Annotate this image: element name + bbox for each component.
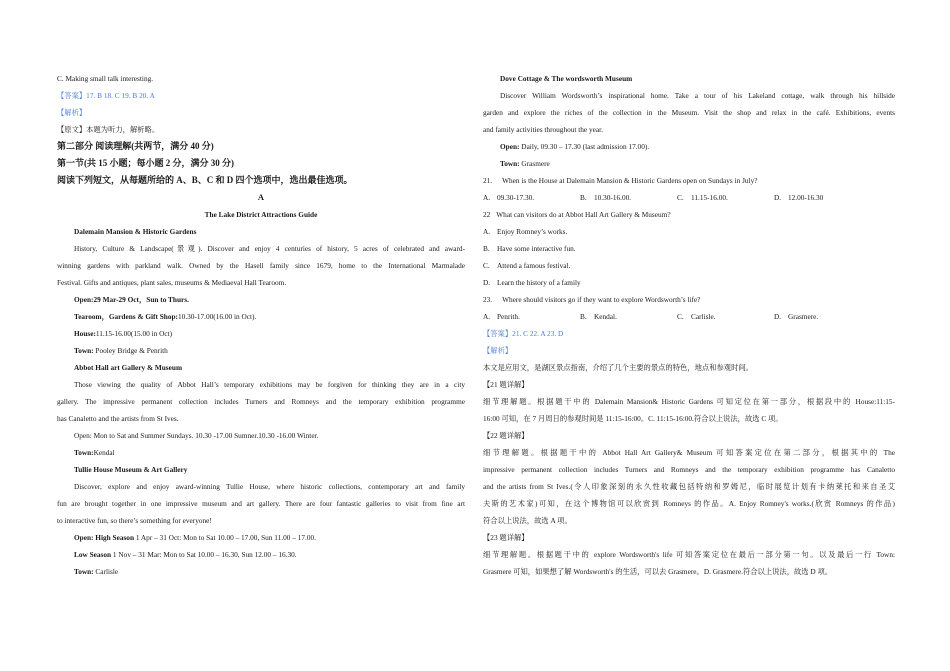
option-text: Learn the history of a family: [497, 278, 581, 287]
option-letter: B.: [580, 312, 587, 321]
option-letter: D.: [774, 312, 782, 321]
town-label: Town:: [74, 346, 94, 355]
option-text: 12.00-16.30: [788, 193, 824, 202]
explanation-line: impressive permanent collection includes Turners and Romneys and the temporary exhibition programme has Canaletto: [483, 465, 895, 474]
town-value: Pooley Bridge & Penrith: [93, 346, 168, 355]
high-season-hours: 1 Apr – 31 Oct: Mon to Sat 10.00 – 17.00, Sun 11.00 – 17.00.: [134, 533, 316, 542]
dove-town: [483, 155, 895, 172]
tullie-desc-line: fun are brought together in one impressive museum and art gallery. There are four fantastic galleries to visit from fine art: [57, 499, 465, 508]
high-season-label: Open: High Season: [74, 533, 135, 542]
instruction: 阅读下列短文，从每题所给的 A、B、C 和 D 四个选项中，选出最佳选项。: [57, 175, 353, 185]
analysis-summary: 本文是应用文，是湖区景点指南，介绍了几个主要的景点的特色，地点和参观时间。: [483, 363, 753, 372]
explanation-line: 16:00 可知，在 7 月周日的参观时间是 11:15-16:00。C. 11:15-16:00.符合以上说法，故选 C 项。: [483, 414, 783, 423]
dalemain-title: Dalemain Mansion & Historic Gardens: [74, 227, 197, 236]
dove-open: [483, 138, 895, 155]
option-letter: D.: [483, 278, 491, 287]
question-number: 23.: [483, 295, 493, 304]
option: [580, 189, 677, 206]
explanation-line: 细节理解题。根据题干中的 explore Wordsworth's life 可知答案定位在最后一部分第一句。以及最后一行 Town:: [483, 550, 895, 559]
question-22: [483, 206, 895, 223]
original-text-note: 【原文】本题为听力，解析略。: [57, 125, 160, 134]
tullie-title: Tullie House Museum & Art Gallery: [74, 465, 188, 474]
dalemain-town: [57, 342, 465, 359]
tullie-town: [57, 563, 465, 580]
tearoom-hours: 10.30-17.00(16.00 in Oct).: [178, 312, 257, 321]
tullie-desc-line: to interactive fun, so there’s something for everyone!: [57, 516, 212, 525]
dalemain-desc-line: winning gardens with parkland walk. Owned by the Hasell family since 1679, home to the International Marmalade: [57, 261, 465, 270]
option-text: Attend a famous festival.: [497, 261, 571, 270]
dove-desc-line: and family activities throughout the year.: [483, 125, 603, 134]
question-number: 22: [483, 210, 491, 219]
option-text: 11.15-16.00.: [691, 193, 728, 202]
option-text: 09.30-17.30.: [497, 193, 535, 202]
option-letter: A.: [483, 193, 491, 202]
option: [483, 257, 895, 274]
option: [483, 189, 580, 206]
answer-line: 【答案】17. B 18. C 19. B 20. A: [57, 91, 155, 100]
tullie-desc-line: Discover, explore and enjoy award-winning Tullie House, where historic collections, contemporary art and family: [74, 482, 465, 491]
option-text: Carlisle.: [691, 312, 716, 321]
option: [483, 240, 895, 257]
option: [483, 308, 580, 325]
abbot-desc-line: Those viewing the quality of Abbot Hall’s temporary exhibitions may be forgiven for thinking they are in a city: [74, 380, 465, 389]
question-21: [483, 172, 895, 189]
explanation-line: Grasmere 可知，如果想了解 Wordsworth's 的生活，可以去 Grasmere。D. Grasmere.符合以上说法，故选 D 项。: [483, 567, 833, 576]
question-text: When is the House at Dalemain Mansion & Historic Gardens open on Sundays in July?: [502, 176, 758, 185]
option-letter: C.: [677, 193, 684, 202]
explanation-line: 细节理解题。根据题干中的 Abbot Hall Art Gallery& Museum 可知答案定位在第二部分，根据其中的 The: [483, 448, 895, 457]
abbot-title: Abbot Hall art Gallery & Museum: [74, 363, 183, 372]
option-text: Enjoy Romney’s works.: [497, 227, 568, 236]
part2-title: 第二部分 阅读理解(共两节，满分 40 分): [57, 141, 214, 151]
dalemain-tearoom: [57, 308, 465, 325]
explanation-line: and the artists from St Ives.(令人印象深刻的永久性收藏包括特纳和罗姆尼，临时展览计划有卡纳莱托和来自圣艾: [483, 482, 895, 491]
option-text: Penrith.: [497, 312, 520, 321]
abbot-desc-line: gallery. The impressive permanent collection includes Turners and Romneys and the temporary exhibition programme: [57, 397, 465, 406]
open-label: Open:: [500, 142, 520, 151]
town-value: Kendal: [93, 448, 115, 457]
low-season-label: Low Season: [74, 550, 112, 559]
explanation-21-label: 【21 题详解】: [483, 380, 529, 389]
passage-title: The Lake District Attractions Guide: [204, 210, 318, 219]
question-text: What can visitors do at Abbot Hall Art Gallery & Museum?: [496, 210, 671, 219]
town-label: Town:: [500, 159, 520, 168]
tullie-high-season: [57, 529, 465, 546]
dalemain-house: [57, 325, 465, 342]
dalemain-desc-line: Festival. Gifts and antiques, plant sales, museums & Mediaeval Hall Tearoom.: [57, 278, 287, 287]
option-letter: C.: [677, 312, 684, 321]
option-letter: C.: [483, 261, 490, 270]
analysis-label: 【解析】: [483, 346, 513, 355]
option: [483, 274, 895, 291]
town-value: Grasmere: [519, 159, 550, 168]
option-letter: A.: [483, 312, 491, 321]
right-column: [483, 70, 895, 580]
section1-title: 第一节(共 15 小题；每小题 2 分，满分 30 分): [57, 158, 234, 168]
option: [483, 223, 895, 240]
left-column: [57, 70, 465, 580]
option-letter: B.: [483, 244, 490, 253]
dove-title: Dove Cottage & The wordsworth Museum: [500, 74, 633, 83]
option: [774, 189, 871, 206]
explanation-22-label: 【22 题详解】: [483, 431, 529, 440]
question-text: Where should visitors go if they want to explore Wordsworth’s life?: [502, 295, 701, 304]
option-letter: B.: [580, 193, 587, 202]
explanation-line: 符合以上说法，故选 A 项。: [483, 516, 572, 525]
town-label: Town:: [74, 567, 94, 576]
option-text: Kendal.: [594, 312, 617, 321]
option: [677, 189, 774, 206]
explanation-line: 夫斯的艺术家)可知，在这个博物馆可以欣赏到 Romneys 的作品。A. Enjoy Romney's works.(欣赏 Romneys 的作品): [483, 499, 895, 508]
dove-desc-line: garden and explore the riches of the collection in the Museum. Visit the shop and relax in the café. Exhibitions, events: [483, 108, 895, 117]
abbot-town: [57, 444, 465, 461]
town-label: Town:: [74, 448, 94, 457]
town-value: Carlisle: [93, 567, 119, 576]
open-hours: Daily, 09.30 – 17.30 (last admission 17.00).: [519, 142, 650, 151]
option-c-line: C. Making small talk interesting.: [57, 74, 154, 83]
option: [580, 308, 677, 325]
option-letter: D.: [774, 193, 782, 202]
analysis-label: 【解析】: [57, 108, 87, 117]
answer-line: 【答案】21. C 22. A 23. D: [483, 329, 564, 338]
dalemain-desc-line: History, Culture & Landscape(景观). Discover and enjoy 4 centuries of history, 5 acres of celebrated and award-: [74, 244, 465, 253]
dove-desc-line: Discover William Wordsworth’s inspirational home. Take a tour of his Lakeland cottage, walk through his hillside: [500, 91, 895, 100]
option-text: Have some interactive fun.: [497, 244, 576, 253]
dalemain-open: Open:29 Mar-29 Oct，Sun to Thurs.: [74, 295, 189, 304]
tearoom-label: Tearoom，Gardens & Gift Shop:: [74, 312, 178, 321]
house-label: House:: [74, 329, 96, 338]
option: [677, 308, 774, 325]
low-season-hours: 1 Nov – 31 Mar: Mon to Sat 10.00 – 16.30, Sun 12.00 – 16.30.: [111, 550, 297, 559]
abbot-desc-line: has Canaletto and the artists from St Ives.: [57, 414, 179, 423]
passage-letter: A: [257, 192, 265, 202]
question-number: 21.: [483, 176, 493, 185]
option-letter: A.: [483, 227, 491, 236]
question-23: [483, 291, 895, 308]
option-text: Grasmere.: [788, 312, 819, 321]
explanation-line: 细节理解题。根据题干中的 Dalemain Mansion& Historic Gardens 可知定位在第一部分，根据段中的 House:11:15-: [483, 397, 895, 406]
abbot-open: Open: Mon to Sat and Summer Sundays. 10.30 -17.00 Sumner.10.30 -16.00 Winter.: [74, 431, 319, 440]
question-23-options: [483, 308, 895, 325]
option: [774, 308, 871, 325]
tullie-low-season: [57, 546, 465, 563]
question-21-options: [483, 189, 895, 206]
option-text: 10.30-16.00.: [594, 193, 632, 202]
house-hours: 11.15-16.00(15.00 in Oct): [95, 329, 173, 338]
explanation-23-label: 【23 题详解】: [483, 533, 529, 542]
